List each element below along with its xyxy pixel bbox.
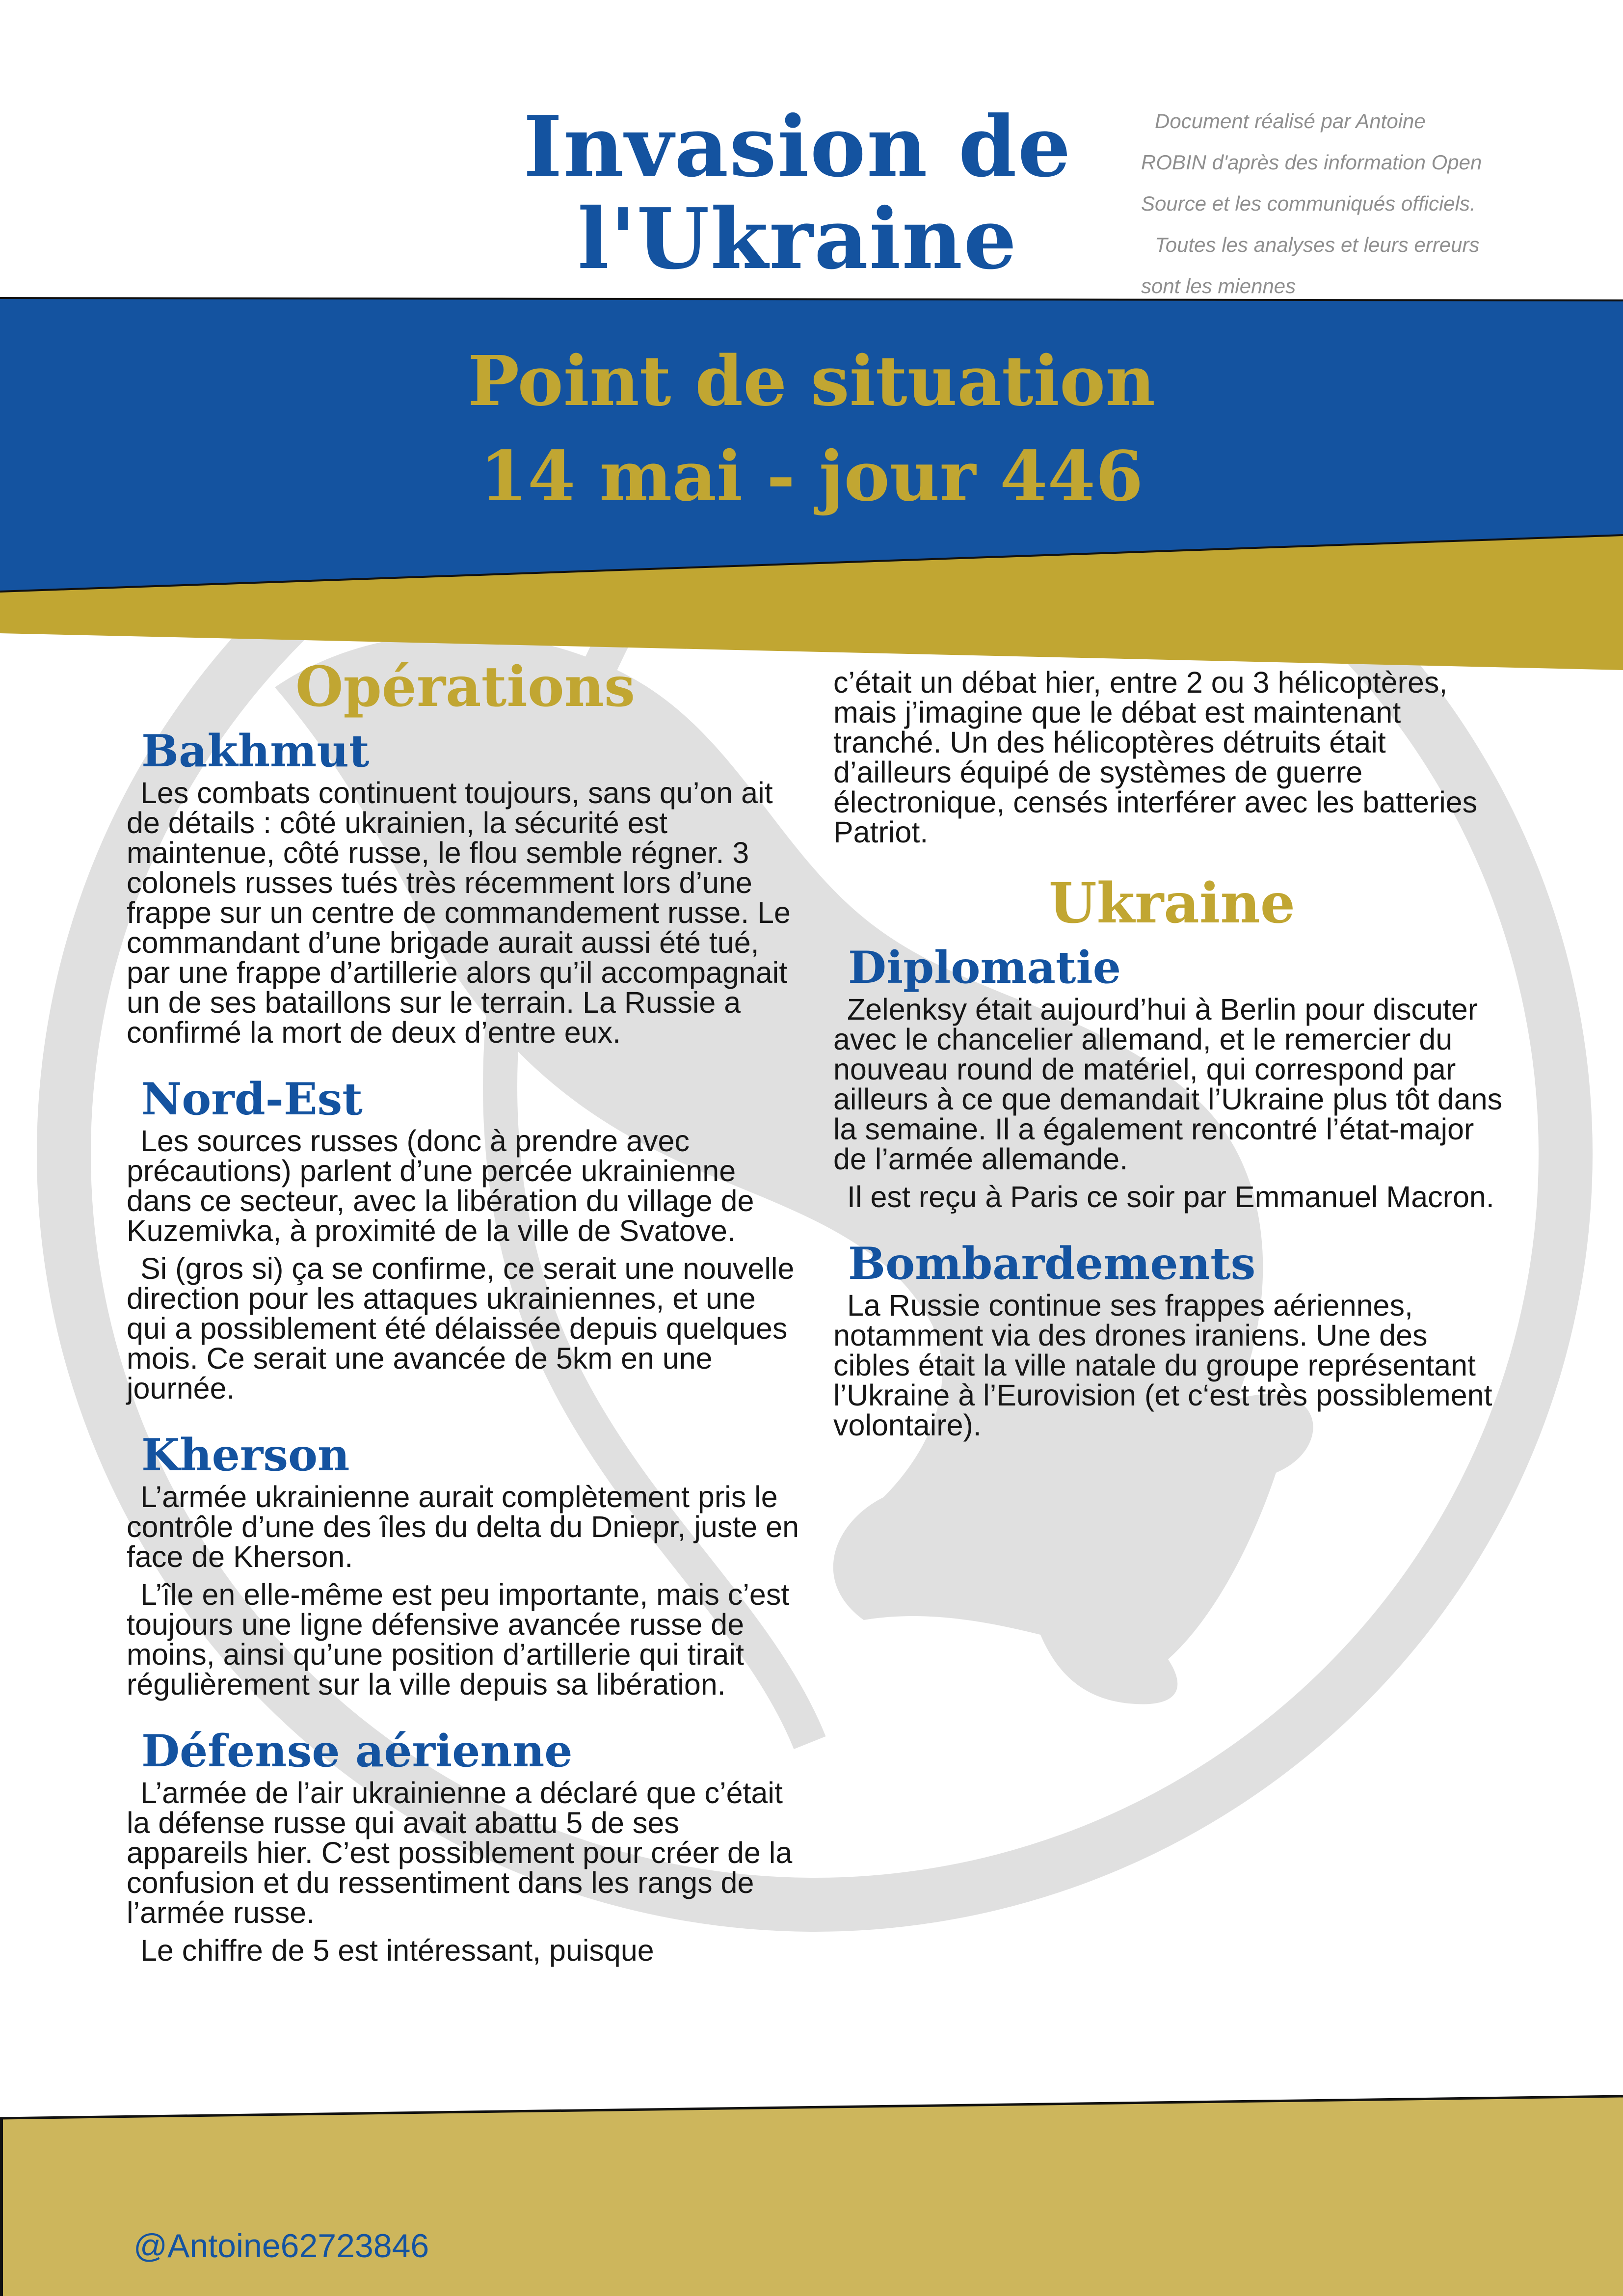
section-title: Kherson xyxy=(141,1429,350,1481)
credit-note xyxy=(1141,101,1583,307)
section-title: Nord-Est xyxy=(141,1073,363,1125)
title-line-2: l'Ukraine xyxy=(577,190,1018,288)
section-diplomatie xyxy=(833,941,1511,1212)
paragraph: L’armée ukrainienne aurait complètement pris le contrôle d’une des îles du delta du Dniepr, juste en face de Kherson. xyxy=(127,1480,799,1573)
operations-column xyxy=(127,650,804,1990)
credit-line: ROBIN d'après des information Open xyxy=(1141,151,1482,174)
section-kherson xyxy=(127,1428,804,1700)
paragraph: Il est reçu à Paris ce soir par Emmanuel Macron. xyxy=(847,1180,1494,1214)
section-nord-est xyxy=(127,1072,804,1404)
banner-line-2: 14 mai - jour 446 xyxy=(479,436,1144,517)
paragraph: Le chiffre de 5 est intéressant, puisque xyxy=(140,1934,654,1967)
paragraph: Les sources russes (donc à prendre avec précautions) parlent d’une percée ukrainienne dans ce secteur, avec la libération du village de Kuzemivka, à proximité de la ville de Svatove. xyxy=(127,1124,754,1247)
section-title: Défense aérienne xyxy=(141,1725,573,1777)
credit-line: sont les miennes xyxy=(1141,274,1296,297)
continued-paragraph: c’était un débat hier, entre 2 ou 3 hélicoptères, mais j’imagine que le débat est maintenant tranché. Un des hélicoptères détruits était d’ailleurs équipé de systèmes de guerre électronique, censés interférer avec les batteries Patriot. xyxy=(833,666,1478,849)
paragraph: La Russie continue ses frappes aériennes, notamment via des drones iraniens. Une des cibles était la ville natale du groupe représentant l’Ukraine à l’Eurovision (et c‘est très possiblement volontaire). xyxy=(833,1289,1492,1442)
document-title xyxy=(520,98,1075,288)
ukraine-heading: Ukraine xyxy=(1048,871,1296,936)
credit-line: Source et les communiqués officiels. xyxy=(1141,192,1476,215)
credit-line: Document réalisé par Antoine xyxy=(1155,109,1426,133)
author-handle[interactable]: @Antoine62723846 xyxy=(133,2227,429,2265)
situation-banner xyxy=(0,334,1623,524)
section-bombardements xyxy=(833,1237,1511,1440)
section-defense-aerienne xyxy=(127,1724,804,1966)
credit-line: Toutes les analyses et leurs erreurs xyxy=(1155,233,1480,256)
section-title: Bakhmut xyxy=(141,725,370,777)
banner-line-1: Point de situation xyxy=(467,341,1156,422)
paragraph: L’armée de l’air ukrainienne a déclaré que c’était la défense russe qui avait abattu 5 de ses appareils hier. C’est possiblement pour créer de la confusion et du ressentiment dans les rangs de l’armée russe. xyxy=(127,1776,793,1929)
paragraph: Les combats continuent toujours, sans qu’on ait de détails : côté ukrainien, la sécurité est maintenue, côté russe, le flou semble régner. 3 colonels russes tués très récemment lors d’une frappe sur un centre de commandement russe. Le commandant d’une brigade aurait aussi été tué, par une frappe d’artillerie alors qu’il accompagnait un de ses bataillons sur le terrain. La Russie a confirmé la mort de deux d’entre eux. xyxy=(127,776,791,1049)
section-bakhmut xyxy=(127,724,804,1048)
title-line-1: Invasion de xyxy=(523,98,1072,196)
section-title: Diplomatie xyxy=(848,942,1121,994)
paragraph: Zelenksy était aujourd’hui à Berlin pour discuter avec le chancelier allemand, et le remercier du nouveau round de matériel, qui correspond par ailleurs à ce que demandait l’Ukraine plus tôt dans la semaine. Il a également rencontré l’état-major de l’armée allemande. xyxy=(833,993,1503,1176)
ukraine-column xyxy=(833,668,1511,1465)
footer-panel xyxy=(0,2096,1623,2296)
operations-heading: Opérations xyxy=(295,655,636,719)
paragraph: L’île en elle-même est peu importante, mais c’est toujours une ligne défensive avancée russe de moins, ainsi qu’une position d’artillerie qui tirait régulièrement sur la ville depuis sa libération. xyxy=(127,1578,790,1701)
section-title: Bombardements xyxy=(848,1238,1256,1290)
paragraph: Si (gros si) ça se confirme, ce serait une nouvelle direction pour les attaques ukrainiennes, et une qui a possiblement été délaissée depuis quelques mois. Ce serait une avancée de 5km en une journée. xyxy=(127,1252,795,1405)
